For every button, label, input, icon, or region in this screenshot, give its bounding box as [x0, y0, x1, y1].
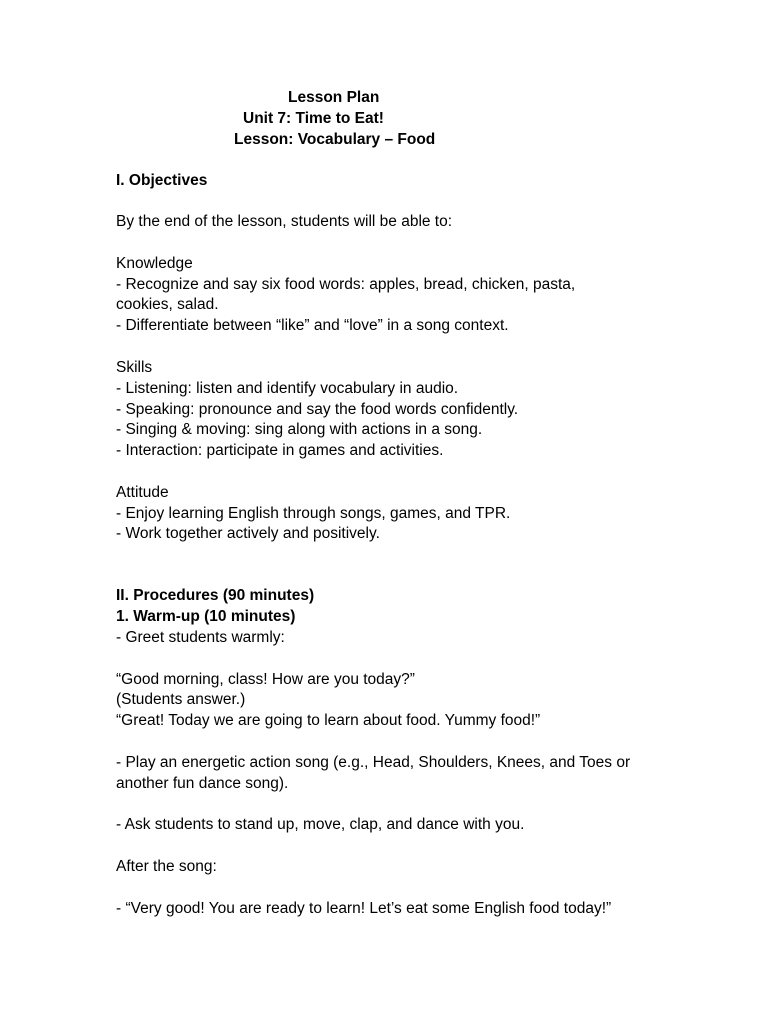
unit-title: Unit 7: Time to Eat!: [243, 110, 384, 127]
attitude-label: Attitude: [116, 484, 169, 501]
knowledge-item: cookies, salad.: [116, 296, 219, 313]
procedure-line: “Good morning, class! How are you today?”: [116, 671, 415, 688]
procedure-line: - “Very good! You are ready to learn! Let’s eat some English food today!”: [116, 900, 612, 917]
procedure-line: - Greet students warmly:: [116, 629, 285, 646]
skills-label: Skills: [116, 359, 153, 376]
attitude-item: - Work together actively and positively.: [116, 525, 380, 542]
doc-title: Lesson Plan: [288, 89, 380, 106]
objectives-intro: By the end of the lesson, students will be able to:: [116, 213, 453, 230]
procedure-line: (Students answer.): [116, 691, 246, 708]
skills-item: - Singing & moving: sing along with actions in a song.: [116, 421, 483, 438]
procedure-line: “Great! Today we are going to learn about food. Yummy food!”: [116, 712, 541, 729]
skills-item: - Listening: listen and identify vocabulary in audio.: [116, 380, 459, 397]
procedure-line: - Ask students to stand up, move, clap, and dance with you.: [116, 816, 525, 833]
procedure-line: After the song:: [116, 858, 217, 875]
procedure-line: another fun dance song).: [116, 775, 289, 792]
procedure-line: - Play an energetic action song (e.g., Head, Shoulders, Knees, and Toes or: [116, 754, 631, 771]
lesson-title: Lesson: Vocabulary – Food: [234, 131, 436, 148]
knowledge-item: - Differentiate between “like” and “love” in a song context.: [116, 317, 509, 334]
skills-item: - Speaking: pronounce and say the food words confidently.: [116, 401, 519, 418]
knowledge-item: - Recognize and say six food words: apples, bread, chicken, pasta,: [116, 276, 576, 293]
skills-item: - Interaction: participate in games and activities.: [116, 442, 444, 459]
objectives-heading: I. Objectives: [116, 172, 208, 189]
knowledge-label: Knowledge: [116, 255, 193, 272]
procedures-heading: II. Procedures (90 minutes): [116, 587, 315, 604]
warmup-heading: 1. Warm-up (10 minutes): [116, 608, 296, 625]
attitude-item: - Enjoy learning English through songs, games, and TPR.: [116, 505, 511, 522]
